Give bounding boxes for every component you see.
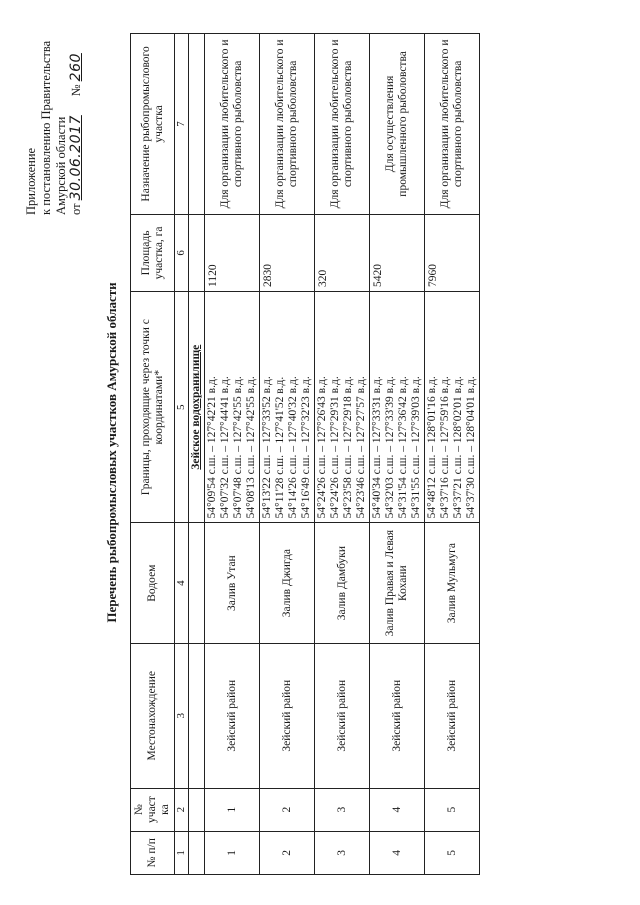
coordinate: 54°13'22 с.ш. – 127°33'52 в.д. [261, 376, 273, 519]
table-row [205, 34, 260, 875]
row-area: 7960 [425, 214, 480, 291]
coordinate: 54°07'32 с.ш. – 127°44'41 в.д. [219, 376, 231, 519]
row-water-body: Залив Дамбуки [315, 523, 370, 644]
section-title: Зейское водохранилище [189, 291, 205, 522]
header-boundaries: Границы, проходящие через точки с координатами* [131, 291, 175, 522]
coordinate: 54°48'12 с.ш. – 128°01'16 в.д. [426, 376, 438, 519]
coordinate: 54°24'26 с.ш. – 127°29'31 в.д. [329, 376, 341, 519]
row-purpose: Для осуществления промышленного рыболовства [370, 34, 425, 215]
row-location: Зейский район [260, 643, 315, 788]
table-row [260, 34, 315, 875]
row-coordinates [315, 291, 370, 522]
table-row [315, 34, 370, 875]
coordinate: 54°23'58 с.ш. – 127°29'18 в.д. [342, 376, 354, 519]
column-number: 1 [175, 831, 189, 874]
row-coordinates [205, 291, 260, 522]
row-water-body: Залив Правая и Левая Кохани [370, 523, 425, 644]
row-site: 3 [315, 788, 370, 831]
page-title: Перечень рыбопромысловых участков Амурской области [104, 282, 119, 623]
table-row [425, 34, 480, 875]
header-row [131, 34, 175, 875]
header-num: № п/п [131, 831, 175, 874]
header-site-num: № участ ка [131, 788, 175, 831]
row-location: Зейский район [370, 643, 425, 788]
handwritten-date: 30.06.2017 [68, 115, 84, 201]
appendix-date-line [69, 5, 84, 215]
coordinate: 54°08'13 с.ш. – 127°42'55 в.д. [245, 376, 257, 519]
column-number-row [175, 34, 189, 875]
row-coordinates [425, 291, 480, 522]
row-area: 1120 [205, 214, 260, 291]
row-purpose: Для организации любительского и спортивного рыболовства [205, 34, 260, 215]
row-num: 1 [205, 831, 260, 874]
row-location: Зейский район [315, 643, 370, 788]
column-number: 3 [175, 643, 189, 788]
coordinate: 54°11'28 с.ш. – 127°41'52 в.д. [274, 376, 286, 519]
header-water-body: Водоем [131, 523, 175, 644]
table-row [370, 34, 425, 875]
section-row [189, 34, 205, 875]
coordinate: 54°24'26 с.ш. – 127°26'43 в.д. [316, 376, 328, 519]
coordinate: 54°16'49 с.ш. – 127°32'23 в.д. [300, 376, 312, 519]
coordinate: 54°37'16 с.ш. – 127°59'16 в.д. [439, 376, 451, 519]
column-number: 5 [175, 291, 189, 522]
row-num: 5 [425, 831, 480, 874]
coordinate: 54°23'46 с.ш. – 127°27'57 в.д. [355, 376, 367, 519]
handwritten-number: 260 [68, 53, 84, 82]
coordinate: 54°31'54 с.ш. – 127°36'42 в.д. [397, 376, 409, 519]
row-area: 5420 [370, 214, 425, 291]
coordinate: 54°07'48 с.ш. – 127°42'55 в.д. [232, 376, 244, 519]
row-site: 2 [260, 788, 315, 831]
coordinate: 54°09'54 с.ш. – 127°42'21 в.д. [206, 376, 218, 519]
header-purpose: Назначение рыбопромыслового участка [131, 34, 175, 215]
row-water-body: Залив Утан [205, 523, 260, 644]
row-location: Зейский район [205, 643, 260, 788]
row-num: 2 [260, 831, 315, 874]
coordinate: 54°37'21 с.ш. – 128°02'01 в.д. [452, 376, 464, 519]
row-purpose: Для организации любительского и спортивного рыболовства [260, 34, 315, 215]
coordinate: 54°31'55 с.ш. – 127°39'03 в.д. [410, 376, 422, 519]
row-site: 4 [370, 788, 425, 831]
column-number: 6 [175, 214, 189, 291]
row-num: 4 [370, 831, 425, 874]
number-prefix: № [69, 84, 83, 97]
row-water-body: Залив Джигда [260, 523, 315, 644]
header-area: Площадь участка, га [131, 214, 175, 291]
date-prefix: от [69, 203, 83, 215]
column-number: 4 [175, 523, 189, 644]
column-number: 2 [175, 788, 189, 831]
coordinate: 54°14'26 с.ш. – 127°40'32 в.д. [287, 376, 299, 519]
row-coordinates [260, 291, 315, 522]
coordinate: 54°32'03 с.ш. – 127°33'39 в.д. [384, 376, 396, 519]
header-location: Местонахождение [131, 643, 175, 788]
row-site: 5 [425, 788, 480, 831]
row-location: Зейский район [425, 643, 480, 788]
row-purpose: Для организации любительского и спортивного рыболовства [425, 34, 480, 215]
row-coordinates [370, 291, 425, 522]
coordinate: 54°37'30 с.ш. – 128°04'01 в.д. [465, 376, 477, 519]
appendix-resolution: к постановлению Правительства [39, 40, 53, 215]
appendix-block [24, 5, 84, 215]
row-num: 3 [315, 831, 370, 874]
coordinate: 54°40'34 с.ш. – 127°33'31 в.д. [371, 376, 383, 519]
row-site: 1 [205, 788, 260, 831]
row-area: 320 [315, 214, 370, 291]
fishing-sites-table [130, 33, 480, 875]
row-water-body: Залив Мульмуга [425, 523, 480, 644]
appendix-region: Амурской области [54, 116, 68, 215]
row-purpose: Для организации любительского и спортивного рыболовства [315, 34, 370, 215]
column-number: 7 [175, 34, 189, 215]
appendix-label: Приложение [24, 147, 38, 215]
row-area: 2830 [260, 214, 315, 291]
